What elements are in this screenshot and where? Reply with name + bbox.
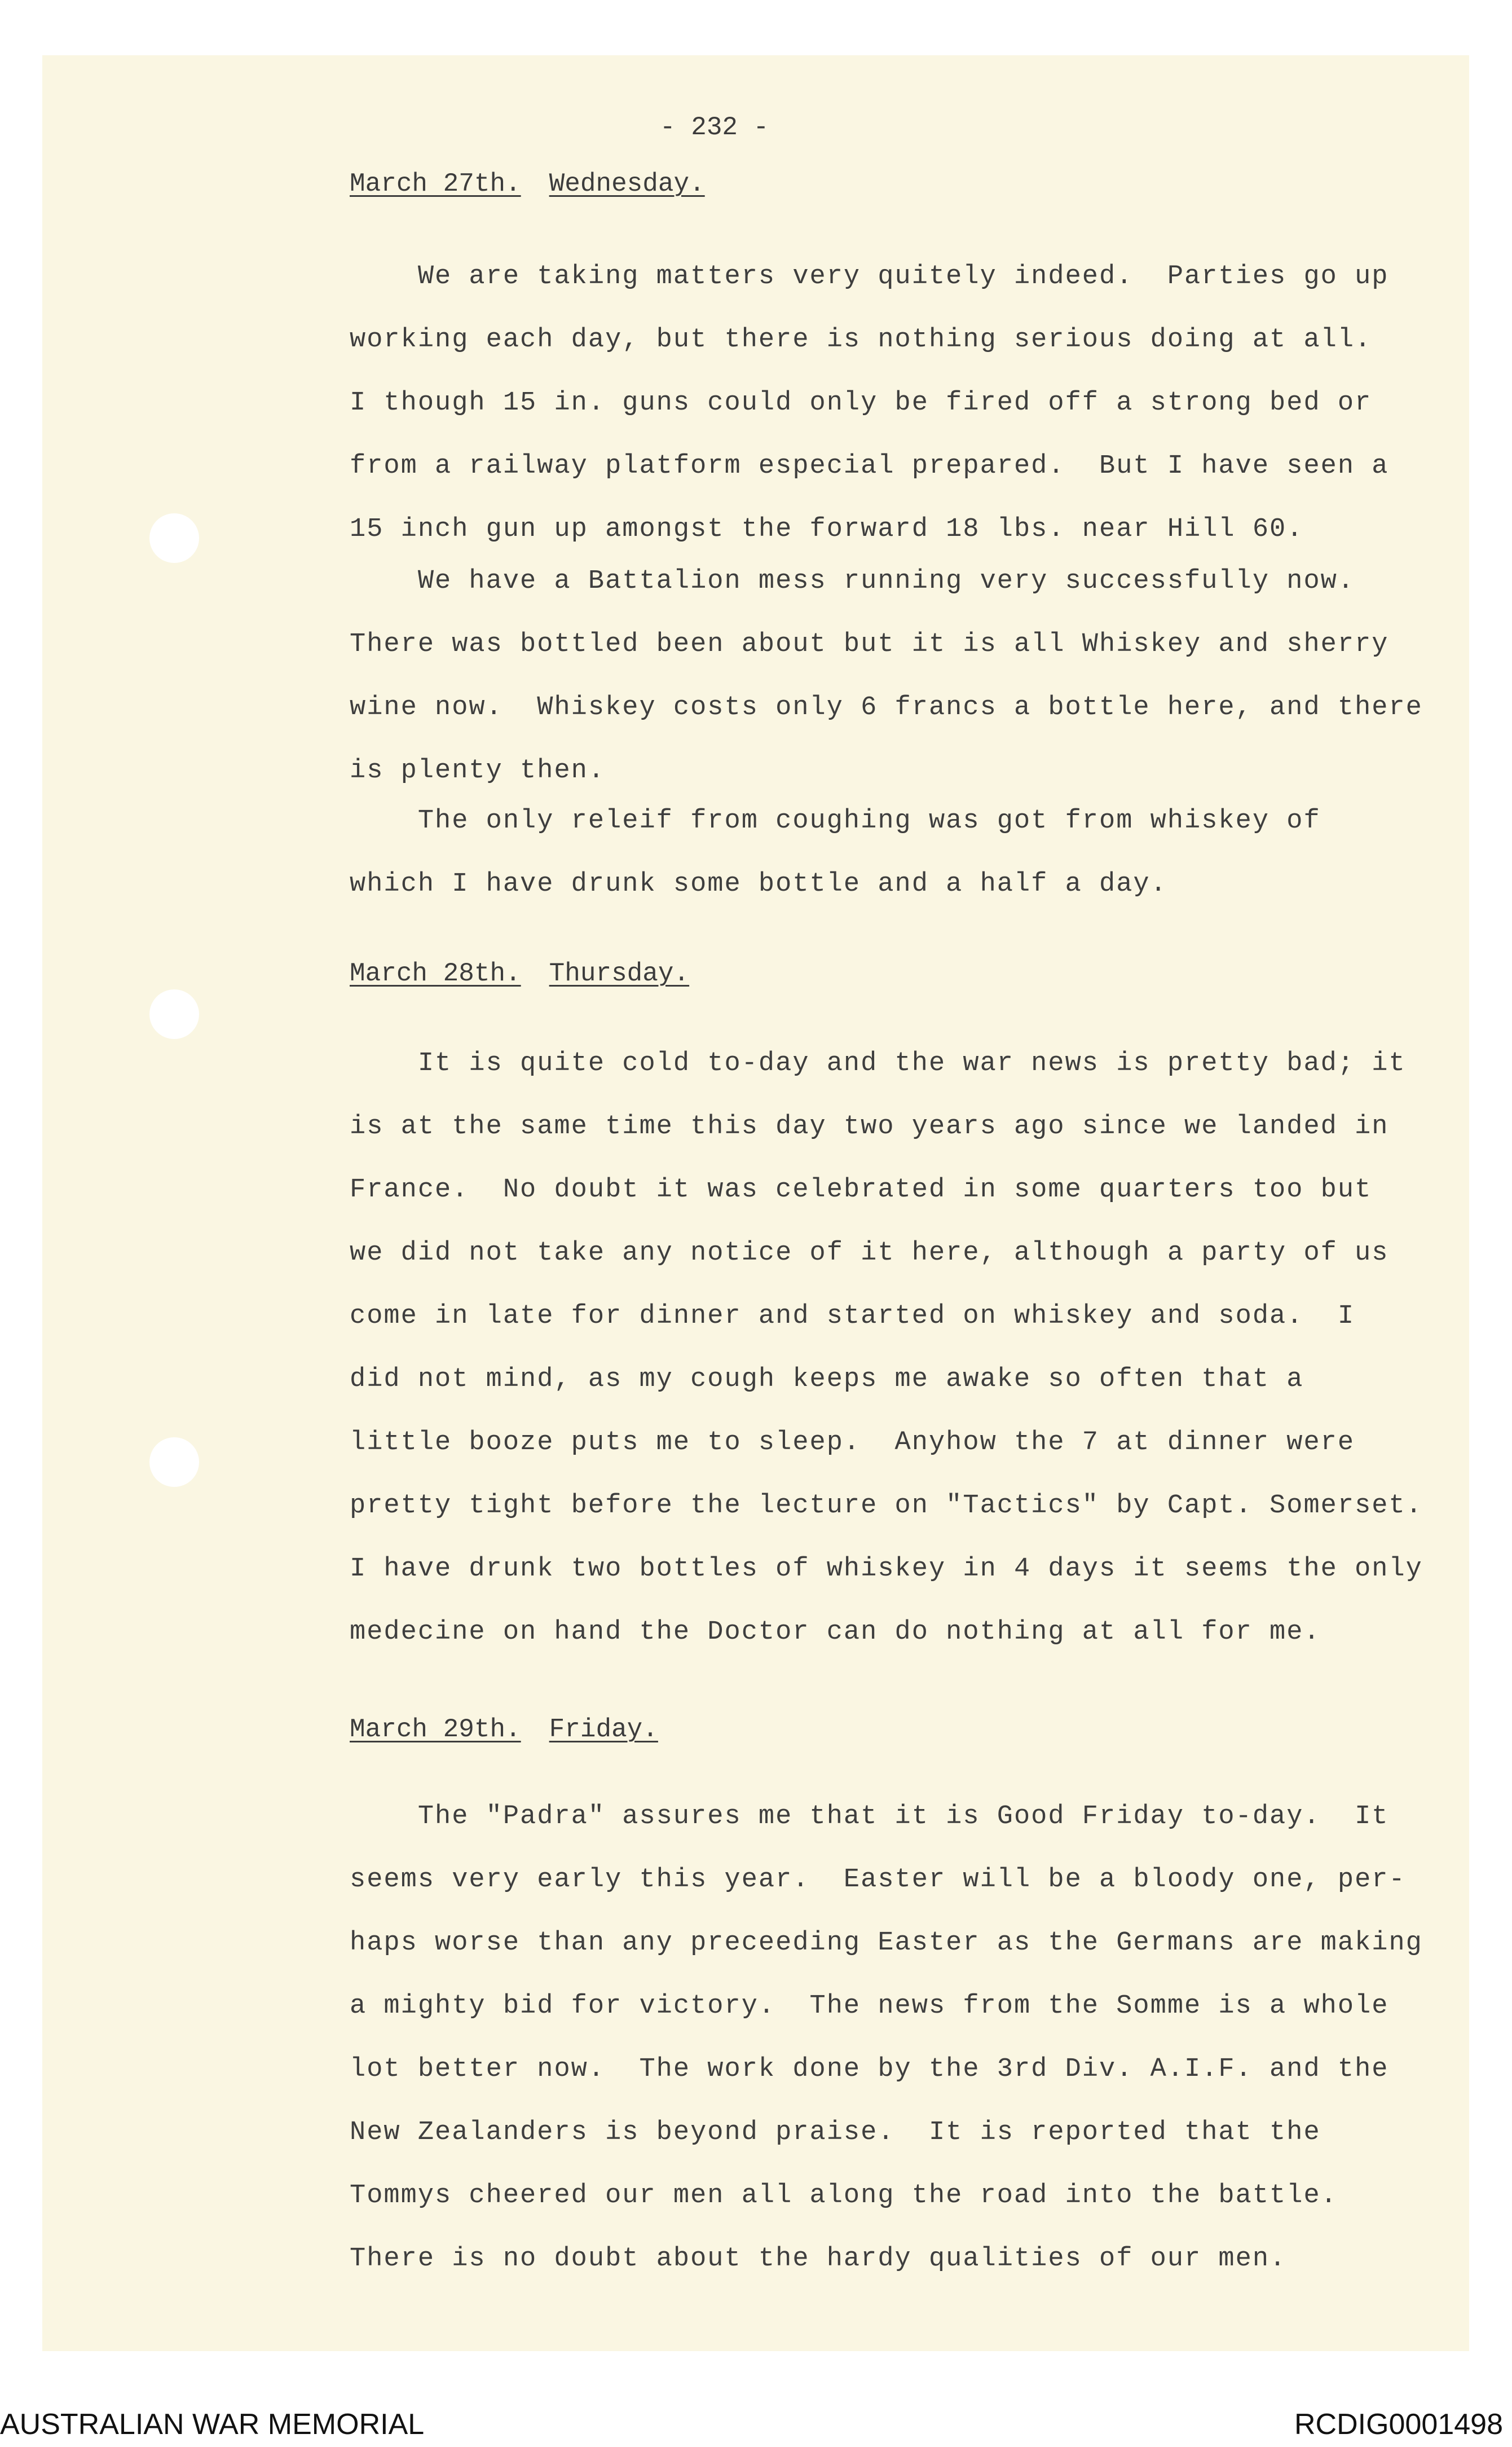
text-line: 15 inch gun up amongst the forward 18 lbs. near Hill 60.	[350, 514, 1304, 544]
archive-credit: AUSTRALIAN WAR MEMORIAL	[0, 2408, 425, 2441]
entry-heading	[350, 959, 689, 988]
text-line: from a railway platform especial prepared. But I have seen a	[350, 451, 1389, 481]
text-line: There is no doubt about the hardy qualities of our men.	[350, 2244, 1287, 2274]
text-line: is plenty then.	[350, 756, 606, 786]
text-line: seems very early this year. Easter will be a bloody one, per-	[350, 1865, 1406, 1895]
text-line: medecine on hand the Doctor can do nothing at all for me.	[350, 1617, 1321, 1647]
punch-hole	[149, 1437, 199, 1487]
entry-heading	[350, 169, 705, 199]
text-line: which I have drunk some bottle and a half a day.	[350, 869, 1167, 899]
entry-paragraph	[350, 1032, 1466, 1664]
text-line: The "Padra" assures me that it is Good Friday to-day. It	[350, 1802, 1389, 1832]
text-line: There was bottled been about but it is all Whiskey and sherry	[350, 630, 1389, 659]
text-line: come in late for dinner and started on whiskey and soda. I	[350, 1301, 1355, 1331]
text-line: wine now. Whiskey costs only 6 francs a bottle here, and there	[350, 693, 1423, 723]
punch-hole	[149, 513, 199, 563]
text-line: pretty tight before the lecture on "Tactics" by Capt. Somerset.	[350, 1491, 1423, 1521]
text-line: is at the same time this day two years ago since we landed in	[350, 1112, 1389, 1142]
entry-paragraph	[350, 1785, 1466, 2291]
document-id: RCDIG0001498	[1294, 2408, 1503, 2441]
text-line: France. No doubt it was celebrated in some quarters too but	[350, 1175, 1372, 1205]
entry-paragraph	[350, 550, 1466, 803]
page-number: - 232 -	[660, 113, 769, 142]
entry-day: Thursday.	[549, 959, 690, 988]
text-line: lot better now. The work done by the 3rd Div. A.I.F. and the	[350, 2054, 1389, 2084]
text-line: The only releif from coughing was got from whiskey of	[350, 806, 1321, 836]
text-line: We are taking matters very quitely indeed. Parties go up	[350, 262, 1389, 292]
punch-hole	[149, 989, 199, 1039]
entry-heading	[350, 1715, 658, 1744]
text-line: I have drunk two bottles of whiskey in 4 days it seems the only	[350, 1554, 1423, 1584]
text-line: It is quite cold to-day and the war news is pretty bad; it	[350, 1049, 1406, 1079]
text-line: a mighty bid for victory. The news from the Somme is a whole	[350, 1991, 1389, 2021]
text-line: little booze puts me to sleep. Anyhow the 7 at dinner were	[350, 1428, 1355, 1458]
entry-date: March 28th.	[350, 959, 521, 988]
entry-day: Friday.	[549, 1715, 658, 1744]
text-line: haps worse than any preceeding Easter as the Germans are making	[350, 1928, 1423, 1958]
entry-date: March 29th.	[350, 1715, 521, 1744]
entry-paragraph	[350, 790, 1466, 916]
entry-day: Wednesday.	[549, 169, 705, 199]
text-line: Tommys cheered our men all along the road into the battle.	[350, 2181, 1338, 2211]
text-line: we did not take any notice of it here, although a party of us	[350, 1238, 1389, 1268]
entry-date: March 27th.	[350, 169, 521, 199]
text-line: I though 15 in. guns could only be fired off a strong bed or	[350, 388, 1372, 418]
text-line: We have a Battalion mess running very successfully now.	[350, 566, 1355, 596]
text-line: did not mind, as my cough keeps me awake so often that a	[350, 1365, 1304, 1394]
text-line: working each day, but there is nothing serious doing at all.	[350, 325, 1372, 355]
entry-paragraph	[350, 245, 1466, 561]
text-line: New Zealanders is beyond praise. It is reported that the	[350, 2118, 1321, 2147]
